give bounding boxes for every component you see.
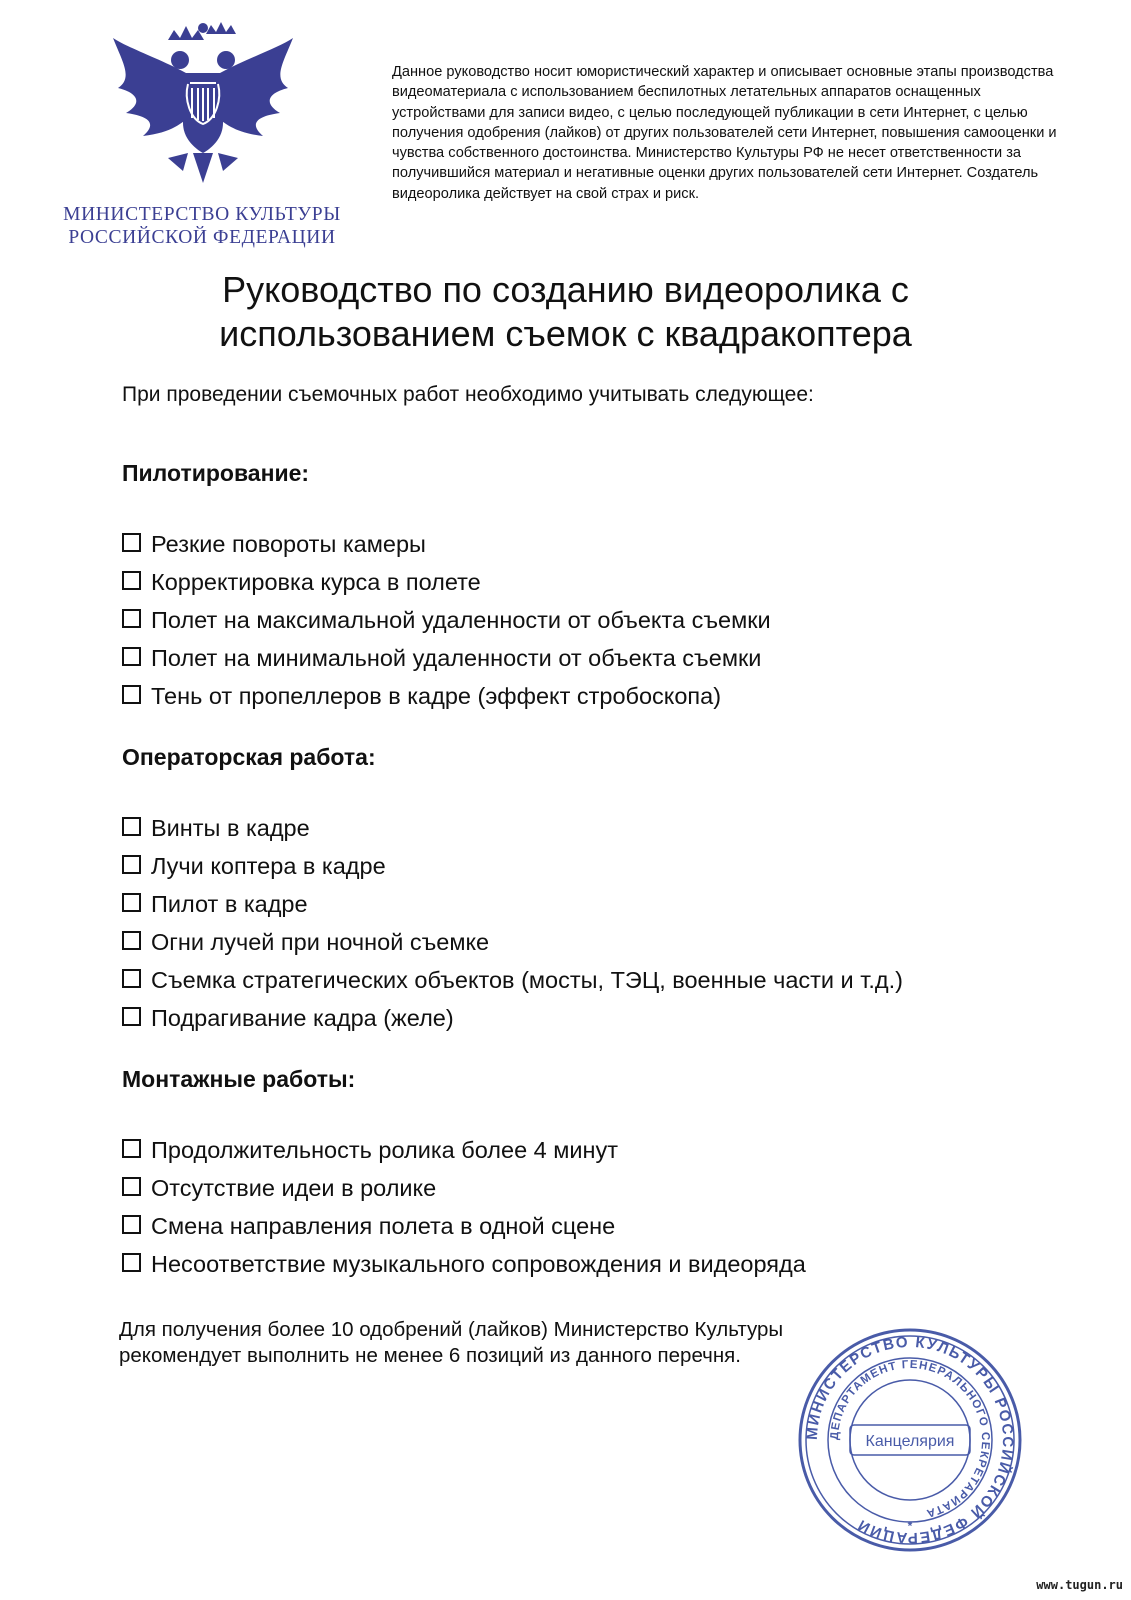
title-line-2: использованием съемок с квадракоптера xyxy=(219,313,912,354)
checkbox-icon xyxy=(122,685,141,704)
ministry-name xyxy=(62,203,342,249)
office-stamp xyxy=(795,1325,1025,1555)
document-title xyxy=(60,268,1071,356)
svg-text:Канцелярия: Канцелярия xyxy=(865,1433,955,1450)
checklist-item xyxy=(122,525,771,563)
checklist-item xyxy=(122,1169,806,1207)
checklist-item xyxy=(122,809,903,847)
ministry-name-line1: МИНИСТЕРСТВО КУЛЬТУРЫ xyxy=(63,204,341,225)
section-title-editing: Монтажные работы: xyxy=(122,1066,356,1092)
checklist-item-label: Огни лучей при ночной съемке xyxy=(151,928,490,955)
double-headed-eagle-emblem xyxy=(108,18,298,193)
checklist-item xyxy=(122,999,903,1037)
checkbox-icon xyxy=(122,1007,141,1026)
checklist-item-label: Винты в кадре xyxy=(151,814,310,841)
svg-text:*: * xyxy=(907,1519,913,1533)
ministry-name-line2: РОССИЙСКОЙ ФЕДЕРАЦИИ xyxy=(68,227,336,248)
checklist-item-label: Полет на минимальной удаленности от объекта съемки xyxy=(151,644,762,671)
checklist-item-label: Пилот в кадре xyxy=(151,890,308,917)
intro-text: При проведении съемочных работ необходимо учитывать следующее: xyxy=(122,383,814,406)
checkbox-icon xyxy=(122,1139,141,1158)
footer-recommendation xyxy=(119,1317,879,1369)
title-line-1: Руководство по созданию видеоролика с xyxy=(222,269,909,310)
checkbox-icon xyxy=(122,647,141,666)
checkbox-icon xyxy=(122,1177,141,1196)
checklist-item xyxy=(122,847,903,885)
ministry-logo xyxy=(62,18,342,248)
checklist-item-label: Отсутствие идеи в ролике xyxy=(151,1174,437,1201)
section-title-camera-work: Операторская работа: xyxy=(122,744,376,770)
svg-text:МИНИСТЕРСТВО КУЛЬТУРЫ РОССИЙСК: МИНИСТЕРСТВО КУЛЬТУРЫ РОССИЙСКОЙ ФЕДЕРАЦИИ xyxy=(803,1333,1017,1547)
checklist-item xyxy=(122,563,771,601)
checklist-item xyxy=(122,677,771,715)
checklist-item-label: Съемка стратегических объектов (мосты, ТЭЦ, военные части и т.д.) xyxy=(151,966,903,993)
checklist-item-label: Корректировка курса в полете xyxy=(151,568,481,595)
checkbox-icon xyxy=(122,533,141,552)
checklist-item-label: Полет на максимальной удаленности от объекта съемки xyxy=(151,606,771,633)
checklist-item-label: Продолжительность ролика более 4 минут xyxy=(151,1136,619,1163)
checkbox-icon xyxy=(122,969,141,988)
checklist-item xyxy=(122,961,903,999)
checklist-item-label: Подрагивание кадра (желе) xyxy=(151,1004,454,1031)
checklist-piloting xyxy=(122,525,771,715)
checkbox-icon xyxy=(122,893,141,912)
section-title-piloting: Пилотирование: xyxy=(122,460,310,486)
checklist-item xyxy=(122,1245,806,1283)
checkbox-icon xyxy=(122,1253,141,1272)
checkbox-icon xyxy=(122,855,141,874)
checklist-item xyxy=(122,601,771,639)
checklist-item-label: Смена направления полета в одной сцене xyxy=(151,1212,616,1239)
checklist-item-label: Несоответствие музыкального сопровождения и видеоряда xyxy=(151,1250,806,1277)
checklist-item xyxy=(122,885,903,923)
checkbox-icon xyxy=(122,571,141,590)
site-watermark: www.tugun.ru xyxy=(1036,1578,1123,1592)
checkbox-icon xyxy=(122,1215,141,1234)
checklist-item-label: Тень от пропеллеров в кадре (эффект стробоскопа) xyxy=(151,682,722,709)
checklist-item xyxy=(122,639,771,677)
svg-text:ДЕПАРТАМЕНТ ГЕНЕРАЛЬНОГО СЕКРЕ: ДЕПАРТАМЕНТ ГЕНЕРАЛЬНОГО СЕКРЕТАРИАТА xyxy=(828,1358,992,1520)
footer-line-2: рекомендует выполнить не менее 6 позиций из данного перечня. xyxy=(119,1344,741,1367)
checklist-camera-work xyxy=(122,809,903,1037)
checklist-item xyxy=(122,1207,806,1245)
checklist-item-label: Лучи коптера в кадре xyxy=(151,852,386,879)
checklist-item xyxy=(122,1131,806,1169)
checkbox-icon xyxy=(122,817,141,836)
disclaimer-text: Данное руководство носит юмористический характер и описывает основные этапы производства видеоматериала с использованием беспилотных летательных аппаратов оснащенных устройствами для записи видео, с целью последующей публикации в сети Интернет, с целью получения одобрения (лайков) от других пользователей сети Интернет, повышения самооценки и чувства собственного достоинства. Министерство Культуры РФ не несет ответственности за получившийся материал и негативные оценки других пользователей сети Интернет. Создатель видеоролика действует на свой страх и риск. xyxy=(392,64,1057,202)
checklist-item-label: Резкие повороты камеры xyxy=(151,530,426,557)
footer-line-1: Для получения более 10 одобрений (лайков) Министерство Культуры xyxy=(119,1318,784,1341)
checklist-item xyxy=(122,923,903,961)
checklist-editing xyxy=(122,1131,806,1283)
checkbox-icon xyxy=(122,931,141,950)
checkbox-icon xyxy=(122,609,141,628)
